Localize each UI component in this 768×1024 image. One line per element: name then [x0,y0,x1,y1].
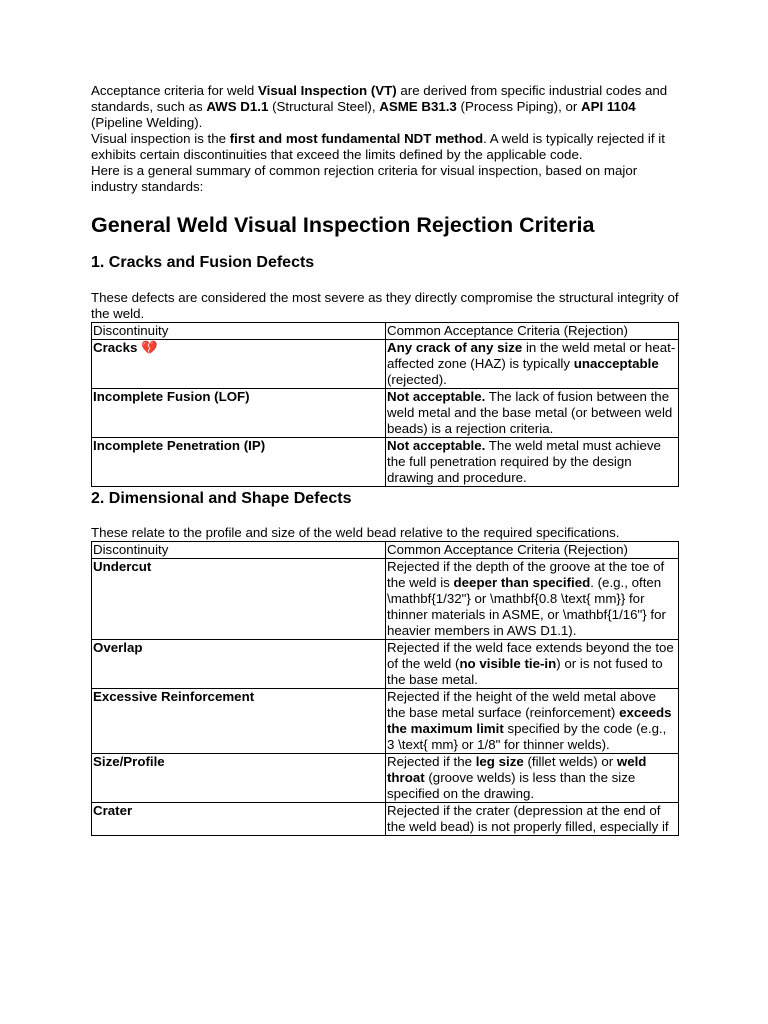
intro-text [91,83,679,195]
bold-run: no visible tie-in [459,656,557,671]
discontinuity-cell: Incomplete Fusion (LOF) [92,389,386,438]
table-row [92,689,679,754]
criteria-cell: Rejected if the leg size (fillet welds) or weld throat (groove welds) is less than the size specified on the drawing. [386,754,679,803]
discontinuity-cell: Size/Profile [92,754,386,803]
table-header-row [92,323,679,340]
section-heading: 1. Cracks and Fusion Defects [91,254,315,271]
table-row [92,803,679,836]
column-header: Discontinuity [92,542,386,559]
bold-run: unacceptable [573,356,659,371]
criteria-table [91,541,679,836]
criteria-cell: Rejected if the weld face extends beyond the toe of the weld (no visible tie-in) or is not fused to the base metal. [386,640,679,689]
criteria-cell: Any crack of any size in the weld metal or heat-affected zone (HAZ) is typically unacceptable (rejected). [386,340,679,389]
bold-run: Any crack of any size [387,340,523,355]
bold-run: exceeds the maximum limit [387,705,672,736]
discontinuity-cell: Crater [92,803,386,836]
discontinuity-cell: Excessive Reinforcement [92,689,386,754]
intro-paragraph: Here is a general summary of common rejection criteria for visual inspection, based on major industry standards: [91,163,638,194]
intro-paragraph: Acceptance criteria for weld Visual Inspection (VT) are derived from specific industrial codes and standards, such as AWS D1.1 (Structural Steel), ASME B31.3 (Process Piping), or API 1104 (Pipeline Welding). [91,83,668,130]
discontinuity-cell: Undercut [92,559,386,640]
broken-heart-icon: 💔 [141,340,158,355]
column-header: Discontinuity [92,323,386,340]
document-title: General Weld Visual Inspection Rejection Criteria [91,213,595,237]
section-lead: These relate to the profile and size of the weld bead relative to the required specifications. [91,525,620,540]
table-row [92,438,679,487]
section-lead: These defects are considered the most severe as they directly compromise the structural integrity of the weld. [91,290,679,321]
table-header-row [92,542,679,559]
criteria-cell: Rejected if the crater (depression at the end of the weld bead) is not properly filled, especially if [386,803,679,836]
table-row [92,389,679,438]
discontinuity-name: Cracks [93,340,138,355]
discontinuity-cell: Overlap [92,640,386,689]
criteria-cell: Rejected if the depth of the groove at the toe of the weld is deeper than specified. (e.g., often \mathbf{1/32"} or \mathbf{0.8 \text{ mm}} for thinner materials in ASME, or \mathbf{1/16"} for heavier members in AWS D1.1). [386,559,679,640]
bold-run: API 1104 [580,99,636,114]
table-row [92,754,679,803]
bold-run: leg size [475,754,524,769]
discontinuity-cell: Incomplete Penetration (IP) [92,438,386,487]
table-row [92,559,679,640]
discontinuity-cell [92,340,386,389]
intro-paragraph: Visual inspection is the first and most fundamental NDT method. A weld is typically rejected if it exhibits certain discontinuities that exceed the limits defined by the applicable code. [91,131,665,162]
bold-run: deeper than specified [453,575,591,590]
bold-run: Not acceptable. [387,389,486,404]
section-heading: 2. Dimensional and Shape Defects [91,490,352,507]
criteria-cell: Not acceptable. The lack of fusion between the weld metal and the base metal (or between weld beads) is a rejection criteria. [386,389,679,438]
criteria-cell: Not acceptable. The weld metal must achieve the full penetration required by the design drawing and procedure. [386,438,679,487]
criteria-table [91,322,679,487]
bold-run: ASME B31.3 [379,99,457,114]
bold-run: Visual Inspection (VT) [258,83,397,98]
document-page [91,83,679,836]
table-row [92,340,679,389]
table-row [92,640,679,689]
column-header: Common Acceptance Criteria (Rejection) [386,323,679,340]
bold-run: weld throat [387,754,647,785]
criteria-cell: Rejected if the height of the weld metal above the base metal surface (reinforcement) exceeds the maximum limit specified by the code (e.g., 3 \text{ mm} or 1/8" for thinner welds). [386,689,679,754]
bold-run: AWS D1.1 [206,99,269,114]
column-header: Common Acceptance Criteria (Rejection) [386,542,679,559]
bold-run: Not acceptable. [387,438,486,453]
bold-run: first and most fundamental NDT method [229,131,484,146]
